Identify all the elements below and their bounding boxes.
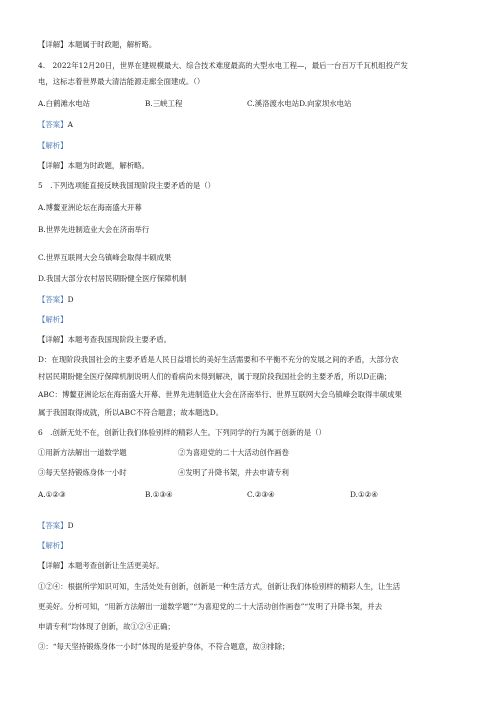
q6-stem: 6 .创新无处不在，创新让我们体验别样的精彩人生。下列同学的行为属于创新的是（） bbox=[38, 428, 326, 437]
explain-tag: 【详解】 bbox=[38, 40, 68, 49]
q5-explain-line: 属于我国取得成就，所以ABC不符合题意；故本题选D。 bbox=[38, 408, 224, 417]
q4-analysis-tag: 【解析】 bbox=[38, 141, 68, 150]
q5-explain-intro: 本题考查我国现阶段主要矛盾。 bbox=[67, 335, 172, 344]
q4-explain-text: 本题为时政题，解析略。 bbox=[67, 161, 149, 170]
q4-option-a: A.白鹤滩水电站 bbox=[38, 99, 91, 108]
q5-explain-line: ABC：博鳌亚洲论坛在海南盛大开幕、世界先进制造业大会在济南举行、世界互联网大会乌镇峰会取得丰硕成果 bbox=[38, 390, 402, 399]
explain-tag: 【详解】 bbox=[38, 161, 68, 170]
q6-option-d: D.①②④ bbox=[350, 490, 378, 499]
q6-option-b: B.①③④ bbox=[145, 490, 173, 499]
q6-option-a: A.①②③ bbox=[38, 490, 66, 499]
q5-explain-intro-line bbox=[38, 335, 171, 345]
answer-tag: 【答案】 bbox=[38, 120, 68, 129]
q5-explain-line: 村居民期盼健全医疗保障机制说明人们的看病尚未得到解决，属于现阶段我国社会的主要矛盾，所以D正确； bbox=[38, 372, 392, 381]
q4-stem-line2: 电，这标志着世界最大清洁能源走廊全面建成。（） bbox=[38, 77, 205, 86]
q6-explain-line: ①②④：根据所学知识可知，生活处处有创新，创新是一种生活方式，创新让我们体验别样的精彩人生，让生活 bbox=[38, 582, 401, 591]
q4-explain-line bbox=[38, 161, 149, 171]
q6-item-2: ②为喜迎党的二十大活动创作画卷 bbox=[178, 448, 289, 457]
q4-answer: A bbox=[67, 120, 73, 129]
q5-answer-line bbox=[38, 295, 74, 305]
q6-explain-intro: 本题考查创新让生活更美好。 bbox=[67, 561, 164, 570]
q5-analysis-tag: 【解析】 bbox=[38, 315, 68, 324]
q6-answer: D bbox=[67, 521, 74, 530]
explain-line bbox=[38, 40, 156, 50]
q6-analysis-tag: 【解析】 bbox=[38, 541, 68, 550]
q6-explain-line: ③：“每天坚持锻炼身体一小时”体现的是爱护身体，不符合题意，故③排除； bbox=[38, 642, 290, 651]
q6-explain-intro-line bbox=[38, 561, 164, 571]
answer-tag: 【答案】 bbox=[38, 295, 68, 304]
q5-option-a: A.博鳌亚洲论坛在海南盛大开幕 bbox=[38, 203, 142, 212]
explain-tag: 【详解】 bbox=[38, 335, 68, 344]
q4-answer-line bbox=[38, 120, 73, 130]
q5-option-b: B.世界先进制造业大会在济南举行 bbox=[38, 225, 150, 234]
explain-tag: 【详解】 bbox=[38, 561, 68, 570]
q4-option-b: B.三峡工程 bbox=[145, 99, 183, 108]
q4-option-cd: C.溪洛渡水电站D.向家坝水电站 bbox=[247, 99, 352, 108]
q5-answer: D bbox=[67, 295, 74, 304]
explain-text: 本题属于时政题，解析略。 bbox=[67, 40, 157, 49]
q6-item-4: ④发明了升降书架，并去申请专利 bbox=[178, 468, 289, 477]
q6-explain-line: 更美好。分析可知，“用新方法解出一道数学题”“为喜迎党的二十大活动创作画卷”“发明了升降书架，并去 bbox=[38, 602, 383, 611]
q6-item-1: ①用新方法解出一道数学题 bbox=[38, 448, 127, 457]
q6-item-3: ③每天坚持锻炼身体一小时 bbox=[38, 468, 127, 477]
q5-explain-line: D：在现阶段我国社会的主要矛盾是人民日益增长的美好生活需要和不平衡不充分的发展之间的矛盾，大部分农 bbox=[38, 355, 399, 364]
answer-tag: 【答案】 bbox=[38, 521, 68, 530]
q6-explain-line: 申请专利”均体现了创新，故①②④正确； bbox=[38, 622, 175, 631]
q6-option-c: C.②③④ bbox=[247, 490, 275, 499]
q5-option-d: D.我国大部分农村居民期盼健全医疗保障机制 bbox=[38, 274, 187, 283]
q5-stem: 5 .下列选项能直接反映我国现阶段主要矛盾的是（） bbox=[38, 181, 216, 190]
q4-stem-line1: 4. 2022年12月20日，世界在建规模最大、综合技术难度最高的大型水电工程—，最后一台百万千瓦机组投产发 bbox=[38, 61, 408, 70]
q5-option-c: C.世界互联网大会乌镇峰会取得丰硕成果 bbox=[38, 253, 172, 262]
q6-answer-line bbox=[38, 521, 74, 531]
